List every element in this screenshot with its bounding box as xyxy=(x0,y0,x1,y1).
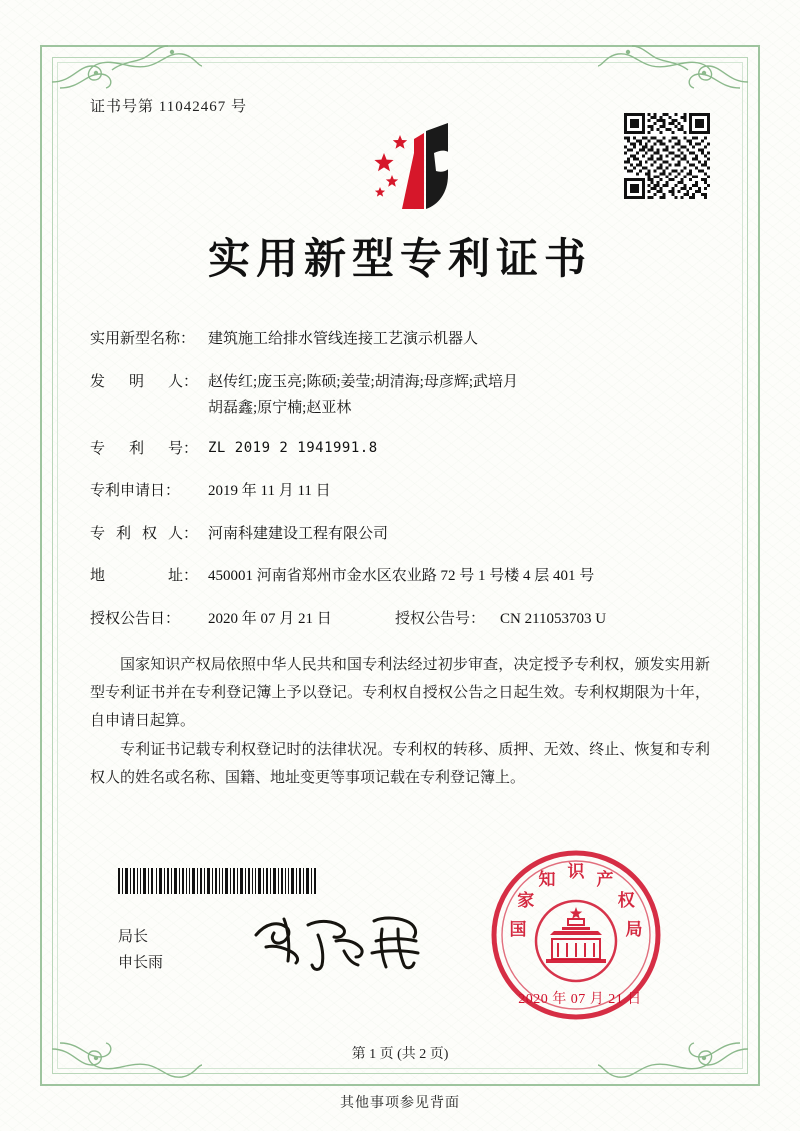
svg-text:产: 产 xyxy=(596,869,614,890)
inventor-value-line2: 胡磊鑫;原宁楠;赵亚林 xyxy=(208,400,352,416)
patentee-label-char-1: 专 xyxy=(90,525,106,542)
field-apply-date xyxy=(90,480,710,503)
address-label xyxy=(90,565,208,588)
field-grant-date xyxy=(90,608,395,631)
corner-ornament-icon xyxy=(52,36,202,96)
patentee-label-char-2: 利 xyxy=(115,525,131,542)
apply-date-value: 2019 年 11 月 11 日 xyxy=(208,483,331,499)
grant-date-value: 2020 年 07 月 21 日 xyxy=(208,610,332,627)
patent-name-label: 实用新型名称： xyxy=(90,331,196,347)
svg-text:国: 国 xyxy=(509,920,527,940)
barcode xyxy=(118,868,318,894)
legal-text xyxy=(90,652,710,793)
patentee-label-char-4: 人： xyxy=(167,525,198,542)
svg-text:局: 局 xyxy=(625,920,643,940)
grant-no-value: CN 211053703 U xyxy=(500,610,607,627)
certificate-number: 证书号第 11042467 号 xyxy=(90,99,247,115)
signature-name: 申长雨 xyxy=(118,954,164,971)
svg-text:权: 权 xyxy=(617,891,635,911)
svg-text:知: 知 xyxy=(538,869,556,890)
patent-no-value: ZL 2019 2 1941991.8 xyxy=(208,439,378,456)
seal-date: 2020 年 07 月 21 日 xyxy=(518,992,642,1007)
patent-no-label-char-2: 利 xyxy=(128,440,144,457)
field-patent-name xyxy=(90,328,710,351)
inventor-label-char-2: 明 xyxy=(128,373,144,390)
apply-date-label: 专利申请日： xyxy=(90,483,181,499)
corner-ornament-icon xyxy=(598,36,748,96)
svg-text:家: 家 xyxy=(517,891,535,911)
qr-code xyxy=(624,113,710,199)
patentee-value: 河南科建建设工程有限公司 xyxy=(208,525,389,542)
address-value: 450001 河南省郑州市金水区农业路 72 号 1 号楼 4 层 401 号 xyxy=(208,568,595,584)
inventor-label-char-3: 人： xyxy=(167,373,198,390)
field-grant-no xyxy=(395,608,710,631)
cnipa-logo-icon xyxy=(362,113,492,218)
signature-block xyxy=(118,925,163,976)
footnote: 其他事项参见背面 xyxy=(340,1096,460,1111)
field-address xyxy=(90,565,710,588)
field-inventor xyxy=(90,371,710,394)
patent-no-label xyxy=(90,438,208,461)
handwritten-signature xyxy=(248,905,438,975)
signature-role: 局长 xyxy=(118,929,149,945)
patent-no-label-char-1: 专 xyxy=(90,440,106,457)
address-label-char-1: 地 xyxy=(90,568,106,584)
field-patentee xyxy=(90,523,710,546)
inventor-value: 赵传红;庞玉亮;陈硕;姜莹;胡清海;母彦辉;武培月 xyxy=(208,373,519,390)
field-patent-no xyxy=(90,438,710,461)
fields-list xyxy=(90,328,710,630)
certificate-content xyxy=(90,95,710,795)
legal-paragraph-2: 专利证书记载专利权登记时的法律状况。专利权的转移、质押、无效、终止、恢复和专利权人的姓名或名称、国籍、地址变更等事项记载在专利登记簿上。 xyxy=(90,742,710,786)
page-number: 第 1 页 (共 2 页) xyxy=(351,1047,449,1062)
address-label-char-2: 址： xyxy=(167,568,198,584)
inventor-label-char-1: 发 xyxy=(90,373,106,390)
legal-paragraph-1: 国家知识产权局依照中华人民共和国专利法经过初步审查，决定授予专利权，颁发实用新型专利证书并在专利登记簿上予以登记。专利权自授权公告之日起生效。专利权期限为十年，自申请日起算。 xyxy=(90,657,710,729)
page-title: 实用新型专利证书 xyxy=(207,234,592,283)
grant-no-label: 授权公告号： xyxy=(395,610,486,627)
patent-name-value: 建筑施工给排水管线连接工艺演示机器人 xyxy=(208,331,479,347)
patent-no-label-char-3: 号： xyxy=(167,440,198,457)
inventor-label xyxy=(90,371,208,394)
patentee-label xyxy=(90,523,208,546)
svg-text:识: 识 xyxy=(567,862,585,882)
grant-date-label: 授权公告日： xyxy=(90,610,181,627)
patentee-label-char-3: 权 xyxy=(141,525,157,542)
field-grant-info xyxy=(90,608,710,631)
